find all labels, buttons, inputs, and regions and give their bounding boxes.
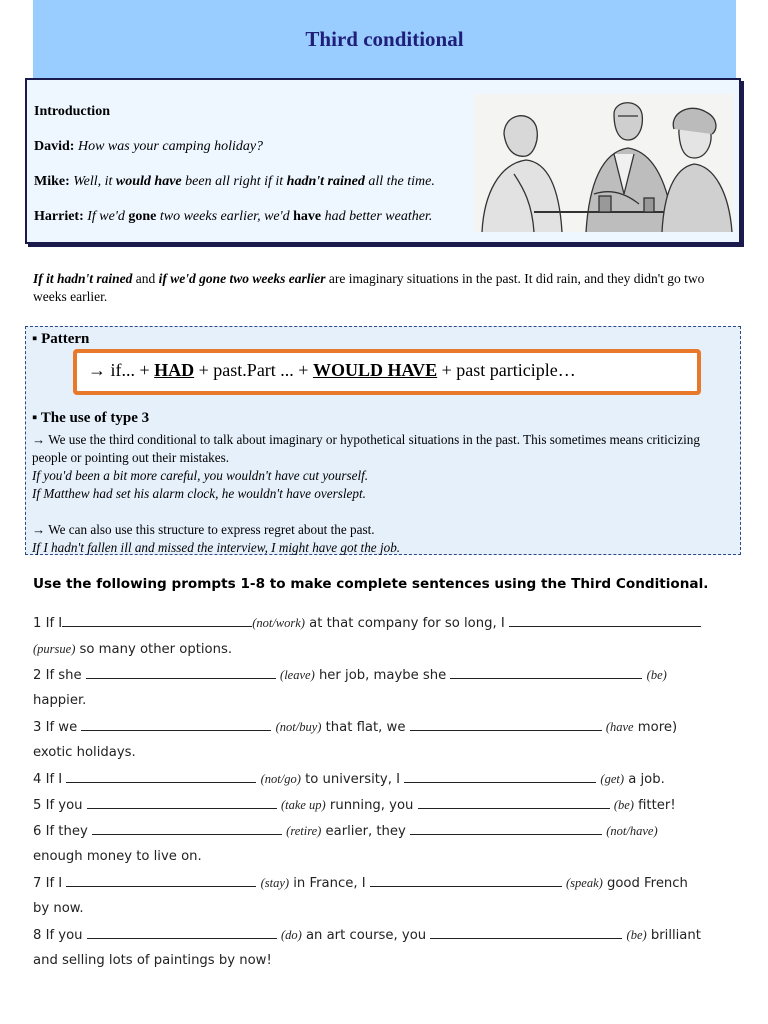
exercise-line bbox=[33, 818, 738, 844]
answer-blank[interactable] bbox=[430, 926, 622, 939]
answer-blank[interactable] bbox=[509, 614, 701, 627]
answer-blank[interactable] bbox=[418, 796, 610, 809]
verb-hint: (stay) bbox=[260, 876, 290, 890]
exercise-text: her job, maybe she bbox=[314, 668, 451, 683]
exercise-text: happier. bbox=[33, 693, 87, 708]
exercise-line bbox=[33, 870, 738, 896]
answer-blank[interactable] bbox=[450, 666, 642, 679]
exercise-line bbox=[33, 922, 738, 948]
answer-blank[interactable] bbox=[410, 822, 602, 835]
exercise-line bbox=[33, 636, 738, 662]
verb-hint: (retire) bbox=[286, 824, 322, 838]
exercise-text: so many other options. bbox=[75, 642, 233, 657]
dialogue-text: If we'd bbox=[87, 209, 129, 224]
formula-part: + past participle… bbox=[437, 360, 576, 380]
verb-hint: (be) bbox=[626, 928, 647, 942]
example-sentence: If you'd been a bit more careful, you wouldn't have cut yourself. bbox=[32, 468, 369, 483]
exercise-text: 2 If she bbox=[33, 668, 86, 683]
formula-part: HAD bbox=[154, 360, 195, 380]
dialogue-text: How was your camping holiday? bbox=[77, 139, 264, 154]
exercise-text: to university, I bbox=[300, 772, 405, 787]
explanation-text: if we'd gone two weeks earlier bbox=[158, 271, 326, 286]
exercise-text: 4 If I bbox=[33, 772, 67, 787]
dialogue-line bbox=[34, 137, 474, 156]
verb-hint: (leave) bbox=[280, 668, 315, 682]
intro-dialogue bbox=[34, 102, 474, 242]
exercise-line bbox=[33, 662, 738, 688]
dialogue-line bbox=[34, 207, 474, 226]
speaker-name: Harriet: bbox=[34, 209, 88, 224]
page-title: Third conditional bbox=[305, 27, 464, 51]
exercise-text: 3 If we bbox=[33, 720, 82, 735]
exercise-text: 7 If I bbox=[33, 876, 67, 891]
exercise-text: running, you bbox=[325, 798, 418, 813]
exercise-text: more) bbox=[633, 720, 678, 735]
exercise-line bbox=[33, 896, 738, 922]
speaker-name: David: bbox=[34, 139, 78, 154]
use-line bbox=[32, 503, 737, 521]
formula-part: → if... + bbox=[88, 360, 155, 380]
answer-blank[interactable] bbox=[404, 770, 596, 783]
exercise-text: brilliant bbox=[646, 928, 701, 943]
exercise-line bbox=[33, 792, 738, 818]
exercise-text: exotic holidays. bbox=[33, 745, 136, 760]
exercise-text: that flat, we bbox=[321, 720, 410, 735]
exercise-line bbox=[33, 688, 738, 714]
dialogue-text: have bbox=[293, 209, 322, 224]
verb-hint: (be) bbox=[646, 668, 667, 682]
dialogue-text: had better weather. bbox=[321, 209, 433, 224]
explanation-paragraph bbox=[33, 270, 739, 306]
explanation-text: are imaginary situations in the past. It did rain, and they didn't go two weeks earlier. bbox=[33, 271, 705, 304]
exercise-text: an art course, you bbox=[301, 928, 431, 943]
exercise-instructions: Use the following prompts 1-8 to make complete sentences using the Third Conditional. bbox=[33, 576, 709, 592]
exercise-text: by now. bbox=[33, 901, 84, 916]
exercise-list bbox=[33, 610, 738, 974]
pattern-heading: ▪ Pattern bbox=[32, 331, 90, 347]
explanation-text: and bbox=[132, 271, 159, 286]
intro-box bbox=[25, 78, 741, 244]
exercise-text: fitter! bbox=[633, 798, 676, 813]
verb-hint: (be) bbox=[613, 798, 634, 812]
verb-hint: (not/work) bbox=[252, 616, 305, 630]
dialogue-text: all the time. bbox=[364, 174, 435, 189]
exercise-text: at that company for so long, I bbox=[304, 616, 509, 631]
exercise-text: a job. bbox=[624, 772, 665, 787]
verb-hint: (not/go) bbox=[260, 772, 301, 786]
use-explanation bbox=[32, 431, 737, 557]
use-line: → We can also use this structure to express regret about the past. bbox=[32, 522, 375, 537]
pattern-box bbox=[25, 326, 741, 555]
speaker-name: Mike: bbox=[34, 174, 74, 189]
dialogue-text: Well, it bbox=[73, 174, 116, 189]
dialogue-text: gone bbox=[128, 209, 157, 224]
verb-hint: (get) bbox=[600, 772, 625, 786]
verb-hint: (not/have) bbox=[606, 824, 658, 838]
answer-blank[interactable] bbox=[81, 718, 271, 731]
answer-blank[interactable] bbox=[410, 718, 602, 731]
answer-blank[interactable] bbox=[62, 614, 252, 627]
exercise-text: 1 If I bbox=[33, 616, 63, 631]
exercise-line bbox=[33, 740, 738, 766]
intro-heading: Introduction bbox=[34, 104, 110, 119]
illustration-people-talking bbox=[474, 94, 734, 232]
exercise-line bbox=[33, 714, 738, 740]
explanation-text: If it hadn't rained bbox=[33, 271, 133, 286]
dialogue-text: two weeks earlier, we'd bbox=[156, 209, 294, 224]
answer-blank[interactable] bbox=[87, 926, 277, 939]
exercise-line bbox=[33, 844, 738, 870]
verb-hint: (have bbox=[605, 720, 634, 734]
exercise-line bbox=[33, 766, 738, 792]
use-line: → We use the third conditional to talk about imaginary or hypothetical situations in the past. This sometimes means criticizing people or pointing out their mistakes. bbox=[32, 432, 700, 465]
verb-hint: (do) bbox=[280, 928, 302, 942]
example-sentence: If Matthew had set his alarm clock, he wouldn't have overslept. bbox=[32, 486, 366, 501]
answer-blank[interactable] bbox=[370, 874, 562, 887]
exercise-text: enough money to live on. bbox=[33, 849, 202, 864]
verb-hint: (speak) bbox=[566, 876, 603, 890]
exercise-text: 8 If you bbox=[33, 928, 87, 943]
verb-hint: (take up) bbox=[280, 798, 326, 812]
formula-part: + past.Part ... + bbox=[194, 360, 313, 380]
exercise-text: good French bbox=[602, 876, 688, 891]
exercise-text: earlier, they bbox=[321, 824, 411, 839]
exercise-text: 5 If you bbox=[33, 798, 87, 813]
title-band bbox=[33, 0, 736, 78]
answer-blank[interactable] bbox=[66, 770, 256, 783]
dialogue-text: hadn't rained bbox=[286, 174, 365, 189]
use-heading: ▪ The use of type 3 bbox=[32, 410, 150, 426]
example-sentence: If I hadn't fallen ill and missed the interview, I might have got the job. bbox=[32, 540, 401, 555]
answer-blank[interactable] bbox=[87, 796, 277, 809]
answer-blank[interactable] bbox=[86, 666, 276, 679]
pattern-formula bbox=[73, 349, 701, 395]
exercise-line bbox=[33, 610, 738, 636]
exercise-text: and selling lots of paintings by now! bbox=[33, 953, 272, 968]
dialogue-line bbox=[34, 172, 474, 191]
verb-hint: (not/buy) bbox=[275, 720, 322, 734]
exercise-text: 6 If they bbox=[33, 824, 92, 839]
dialogue-text: would have bbox=[115, 174, 182, 189]
formula-part: WOULD HAVE bbox=[312, 360, 438, 380]
verb-hint: (pursue) bbox=[33, 642, 76, 656]
exercise-line bbox=[33, 948, 738, 974]
answer-blank[interactable] bbox=[66, 874, 256, 887]
answer-blank[interactable] bbox=[92, 822, 282, 835]
exercise-text: in France, I bbox=[289, 876, 370, 891]
dialogue-text: been all right if it bbox=[181, 174, 287, 189]
